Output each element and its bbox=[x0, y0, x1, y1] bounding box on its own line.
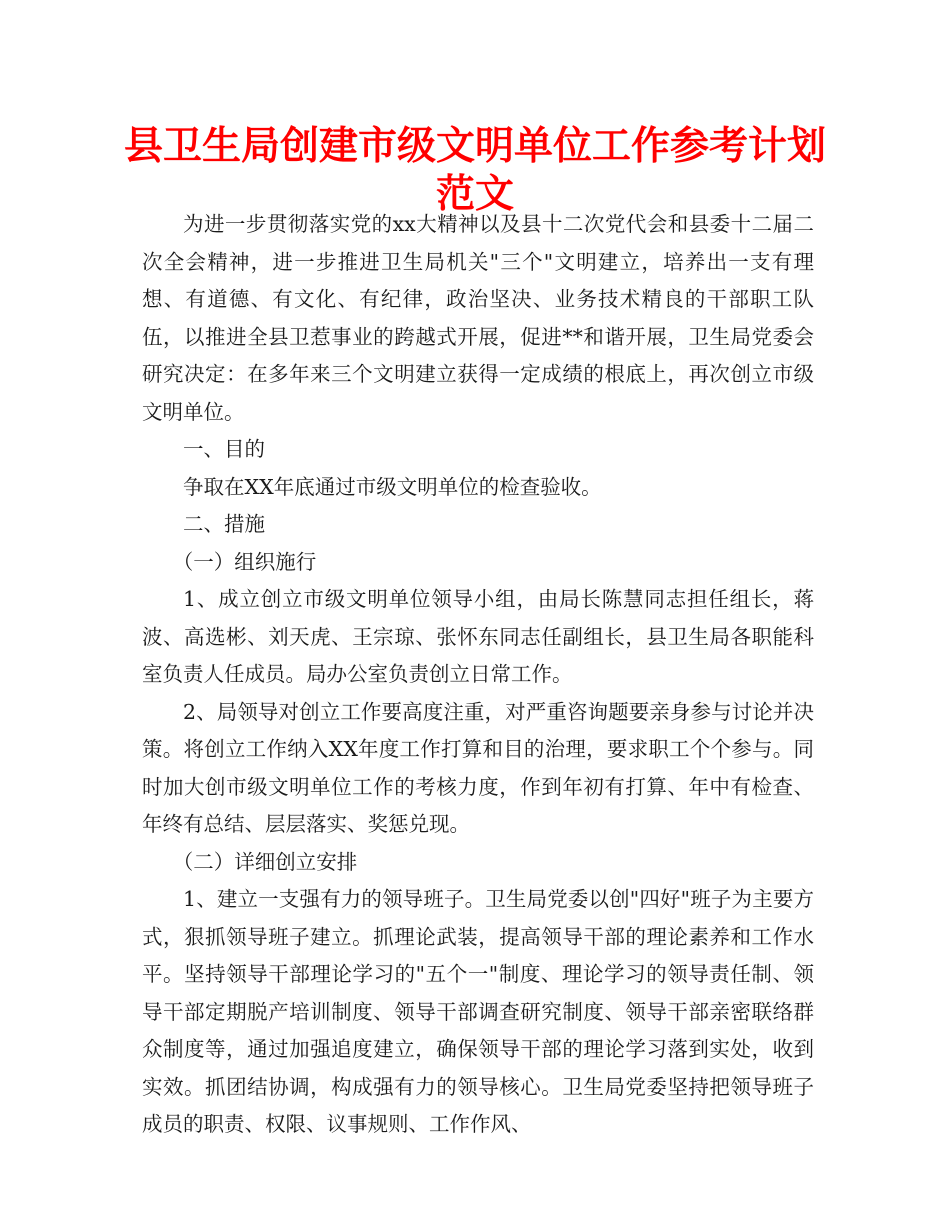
subsection-1-item-2: 2、局领导对创立工作要高度注重，对严重咨询题要亲身参与讨论并决策。将创立工作纳入XX年度工作打算和目的治理，要求职工个个参与。同时加大创市级文明单位工作的考核力度，作到年初有打算、年中有检查、年终有总结、层层落实、奖惩兑现。 bbox=[142, 699, 814, 836]
document-body bbox=[142, 206, 814, 1144]
document-title-line-1: 县卫生局创建市级文明单位工作参考计划 bbox=[123, 124, 826, 169]
subsection-2-heading: （二）详细创立安排 bbox=[172, 849, 358, 874]
section-1-heading: 一、目的 bbox=[183, 437, 265, 461]
subsection-1-item-1: 1、成立创立市级文明单位领导小组，由局长陈慧同志担任组长，蒋波、高选彬、刘天虎、王宗琼、张怀东同志任副组长，县卫生局各职能科室负责人任成员。局办公室负责创立日常工作。 bbox=[142, 587, 814, 686]
subsection-1-heading: （一）组织施行 bbox=[172, 549, 317, 574]
intro-paragraph: 为进一步贯彻落实党的xx大精神以及县十二次党代会和县委十二届二次全会精神，进一步推进卫生局机关"三个"文明建立，培养出一支有理想、有道德、有文化、有纪律，政治坚决、业务技术精良的干部职工队伍，以推进全县卫惹事业的跨越式开展，促进**和谐开展，卫生局党委会研究决定：在多年来三个文明建立获得一定成绩的根底上，再次创立市级文明单位。 bbox=[142, 212, 814, 424]
section-1-text: 争取在XX年底通过市级文明单位的检查验收。 bbox=[183, 474, 602, 499]
section-2-heading: 二、措施 bbox=[183, 512, 265, 536]
document-title-line-2: 范文 bbox=[435, 172, 514, 217]
subsection-2-item-1: 1、建立一支强有力的领导班子。卫生局党委以创"四好"班子为主要方式，狠抓领导班子建立。抓理论武装，提高领导干部的理论素养和工作水平。坚持领导干部理论学习的"五个一"制度、理论学习的领导责任制、领导干部定期脱产培训制度、领导干部调查研究制度、领导干部亲密联络群众制度等，通过加强追度建立，确保领导干部的理论学习落到实处，收到实效。抓团结协调，构成强有力的领导核心。卫生局党委坚持把领导班子成员的职责、权限、议事规则、工作作风、 bbox=[142, 887, 814, 1136]
